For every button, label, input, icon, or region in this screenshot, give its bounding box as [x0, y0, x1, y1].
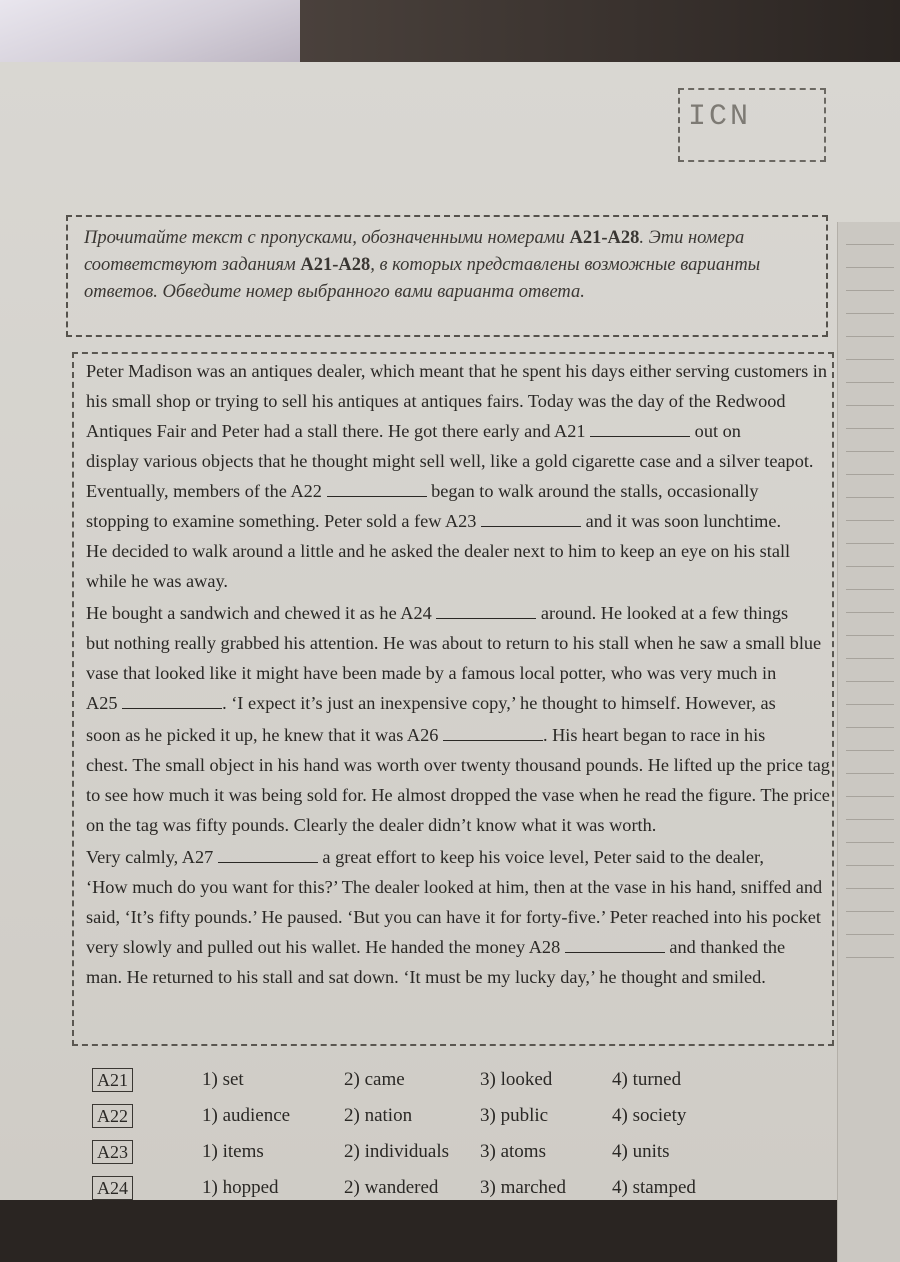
answer-gap-a24[interactable]	[436, 604, 536, 619]
answer-gap-a23[interactable]	[481, 512, 581, 527]
gap-code-a22: A22	[290, 481, 327, 501]
question-code: A22	[92, 1104, 133, 1128]
passage-line: A25 . ‘I expect it’s just an inexpensive copy,’ he thought to himself. However, as	[86, 693, 776, 713]
answer-option[interactable]: 2) wandered	[344, 1177, 439, 1198]
answer-gap-a21[interactable]	[590, 422, 690, 437]
passage-line: said, ‘It’s fifty pounds.’ He paused. ‘But you can have it for forty-five.’ Peter reached into his pocket	[86, 907, 821, 927]
answer-option[interactable]: 1) set	[202, 1069, 244, 1090]
passage-line: soon as he picked it up, he knew that it was A26 . His heart began to race in his	[86, 725, 766, 745]
gap-code-a23: A23	[444, 511, 482, 531]
answer-option[interactable]: 3) public	[480, 1105, 549, 1126]
passage-line: stopping to examine something. Peter sold a few A23 and it was soon lunchtime.	[86, 511, 782, 531]
passage-line: He bought a sandwich and chewed it as he A24 around. He looked at a few things	[86, 603, 789, 623]
answer-option[interactable]: 3) looked	[480, 1069, 553, 1090]
answer-gap-a26[interactable]	[443, 726, 543, 741]
passage-line: while he was away.	[86, 571, 228, 591]
reading-passage-box	[72, 352, 834, 1046]
stamp	[678, 88, 826, 162]
answer-gap-a28[interactable]	[565, 938, 665, 953]
answer-option[interactable]: 2) came	[344, 1069, 405, 1090]
passage-line: Peter Madison was an antiques dealer, which meant that he spent his days either serving customers in	[86, 361, 827, 381]
answer-option[interactable]: 1) audience	[202, 1105, 291, 1126]
answer-option[interactable]: 1) items	[202, 1141, 264, 1162]
answer-option[interactable]: 2) nation	[344, 1105, 413, 1126]
passage-line: to see how much it was being sold for. He almost dropped the vase when he read the figure. The price	[86, 785, 830, 805]
passage-line: Antiques Fair and Peter had a stall there. He got there early and A21 out on	[86, 421, 741, 441]
question-code: A24	[92, 1176, 133, 1200]
passage-line: Eventually, members of the A22 began to walk around the stalls, occasionally	[86, 481, 759, 501]
gap-code-a25: A25	[86, 693, 123, 713]
passage-line: display various objects that he thought might sell well, like a gold cigarette case and a silver teapot.	[86, 451, 814, 471]
passage-line: very slowly and pulled out his wallet. He handed the money A28 and thanked the	[86, 937, 786, 957]
stamp-text: ICN	[688, 100, 752, 134]
passage-line: He decided to walk around a little and he asked the dealer next to him to keep an eye on his stall	[86, 541, 791, 561]
gap-code-a21: A21	[554, 421, 591, 441]
answer-row-a22	[92, 1104, 792, 1134]
question-code: A23	[92, 1140, 133, 1164]
passage-line: but nothing really grabbed his attention. He was about to return to his stall when he saw a small blue	[86, 633, 822, 653]
passage-line: man. He returned to his stall and sat down. ‘It must be my lucky day,’ he thought and smiled.	[86, 967, 766, 987]
answer-option[interactable]: 4) stamped	[612, 1177, 696, 1198]
passage-line: on the tag was fifty pounds. Clearly the dealer didn’t know what it was worth.	[86, 815, 657, 835]
gap-code-a26: A26	[406, 725, 443, 745]
passage-line: his small shop or trying to sell his antiques at antiques fairs. Today was the day of the Redwood	[86, 391, 786, 411]
passage-line: vase that looked like it might have been made by a famous local potter, who was very much in	[86, 663, 777, 683]
answer-option[interactable]: 1) hopped	[202, 1177, 279, 1198]
passage-line: Very calmly, A27 a great effort to keep his voice level, Peter said to the dealer,	[86, 847, 764, 867]
answer-gap-a27[interactable]	[218, 848, 318, 863]
passage-line: ‘How much do you want for this?’ The dealer looked at him, then at the vase in his hand, sniffed and	[86, 877, 823, 897]
gap-code-a28: A28	[528, 937, 565, 957]
answer-option[interactable]: 2) individuals	[344, 1141, 450, 1162]
passage-line: chest. The small object in his hand was worth over twenty thousand pounds. He lifted up the price tag	[86, 755, 830, 775]
question-code: A21	[92, 1068, 133, 1092]
adjacent-page-edge	[837, 222, 900, 1262]
answer-option[interactable]: 4) turned	[612, 1069, 682, 1090]
answer-option[interactable]: 4) society	[612, 1105, 687, 1126]
gap-code-a24: A24	[400, 603, 437, 623]
instructions-text: Прочитайте текст с пропусками, обозначенными номерами A21-A28. Эти номера соответствуют заданиям A21-A28, в которых представлены возможные варианты ответов. Обведите номер выбранного вами варианта ответа.	[84, 228, 761, 302]
answer-row-a23	[92, 1140, 792, 1170]
instructions-box	[66, 215, 828, 337]
gap-code-a27: A27	[181, 847, 218, 867]
answer-option[interactable]: 3) atoms	[480, 1141, 546, 1162]
answer-option[interactable]: 4) units	[612, 1141, 670, 1162]
background-dark	[300, 0, 900, 70]
answer-row-a24	[92, 1176, 792, 1206]
answer-option[interactable]: 3) marched	[480, 1177, 566, 1198]
answer-row-a21	[92, 1068, 792, 1098]
answer-gap-a22[interactable]	[327, 482, 427, 497]
answer-gap-a25[interactable]	[122, 694, 222, 709]
